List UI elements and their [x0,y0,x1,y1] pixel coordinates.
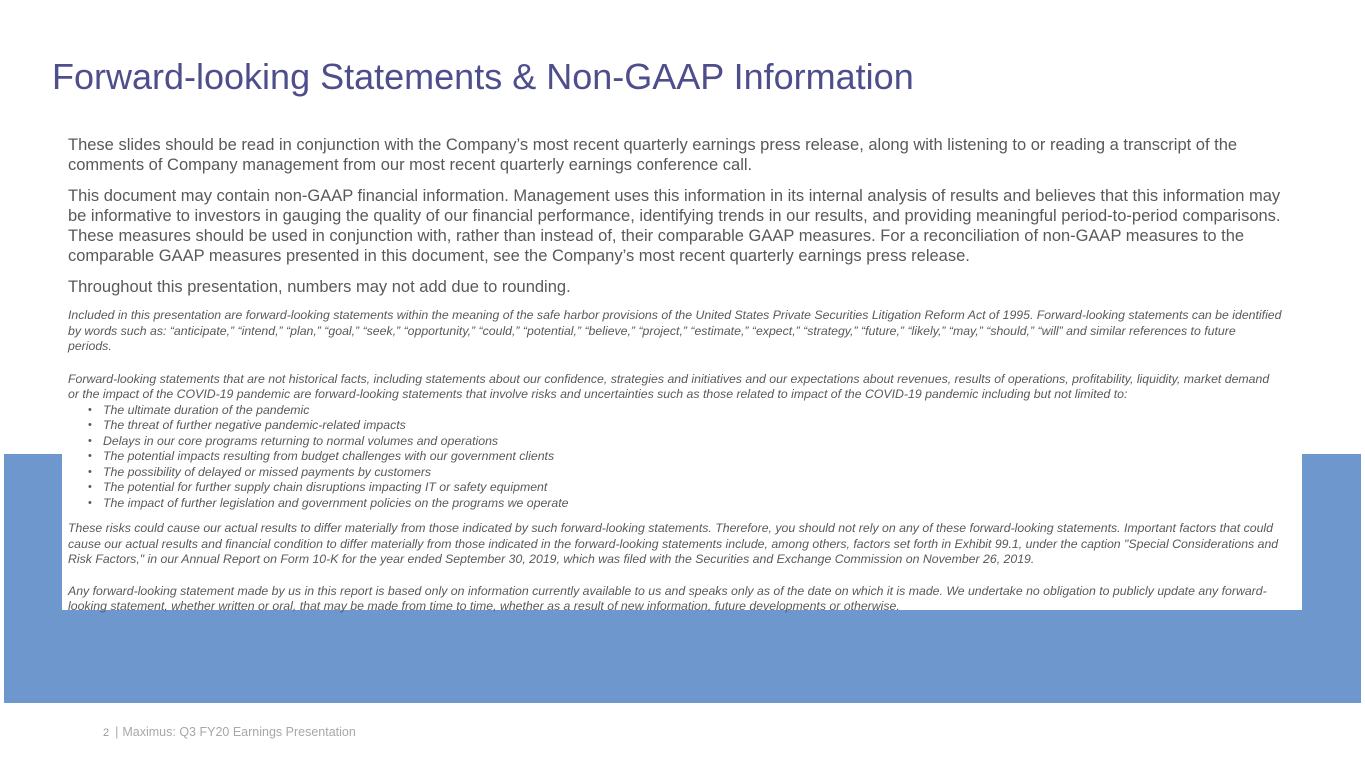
page-number: 2 [103,727,110,739]
risk-bullet-item: • The threat of further negative pandemic-related impacts [88,418,1282,434]
risk-bullet-item: • The possibility of delayed or missed payments by customers [88,465,1282,481]
disclaimer-paragraph-3: These risks could cause our actual results to differ materially from those indicated by such forward-looking statements. Therefore, you should not rely on any of these forward-looking statements. Important factors that could cause our actual results and financial condition to differ materially from those indicated in the forward-looking statements include, among others, factors set forth in Exhibit 99.1, under the caption "Special Considerations and Risk Factors," in our Annual Report on Form 10-K for the year ended September 30, 2019, which was filed with the Securities and Exchange Commission on November 26, 2019. [68,521,1279,566]
risk-bullet-list [68,403,1282,512]
slide-title: Forward-looking Statements & Non-GAAP Information [52,56,914,97]
body-paragraph-2: This document may contain non-GAAP financial information. Management uses this information in its internal analysis of results and believes that this information may be informative to investors in gauging the quality of our financial performance, identifying trends in our results, and providing meaningful period-to-period comparisons. These measures should be used in conjunction with, rather than instead of, their comparable GAAP measures. For a reconciliation of non-GAAP measures to the comparable GAAP measures presented in this document, see the Company’s most recent quarterly earnings press release. [68,187,1281,265]
body-block [68,135,1282,615]
footer-title: Maximus: Q3 FY20 Earnings Presentation [122,725,356,739]
risk-bullet-item: • The ultimate duration of the pandemic [88,403,1282,419]
risk-bullet-item: • The potential impacts resulting from budget challenges with our government clients [88,449,1282,465]
slide-content [52,55,1297,615]
body-paragraph-3: Throughout this presentation, numbers may not add due to rounding. [68,278,571,296]
risk-bullet-item: • The potential for further supply chain disruptions impacting IT or safety equipment [88,480,1282,496]
footer-separator: | [115,725,119,739]
risk-bullet-item: • Delays in our core programs returning to normal volumes and operations [88,434,1282,450]
disclaimer-paragraph-2: Forward-looking statements that are not historical facts, including statements about our confidence, strategies and initiatives and our expectations about revenues, results of operations, profitability, liquidity, market demand or the impact of the COVID-19 pandemic are forward-looking statements that involve risks and uncertainties such as those related to impact of the COVID-19 pandemic including but not limited to: [68,371,1270,401]
disclaimer-paragraph-1: Included in this presentation are forward-looking statements within the meaning of the safe harbor provisions of the United States Private Securities Litigation Reform Act of 1995. Forward-looking statements can be identified by words such as: “anticipate,” “intend,” “plan,” “goal,” “seek,” “opportunity,” “could,” “potential,” “believe,” “project,” “estimate,” “expect,” “strategy,” “future,” “likely,” “may,” “should,” “will” and similar references to future periods. [68,308,1282,353]
risk-bullet-item: • The impact of further legislation and government policies on the programs we operate [88,496,1282,512]
slide-footer [103,725,356,741]
body-paragraph-1: These slides should be read in conjunction with the Company’s most recent quarterly earnings press release, along with listening to or reading a transcript of the comments of Company management from our most recent quarterly earnings conference call. [68,136,1238,174]
disclaimer-paragraph-4: Any forward-looking statement made by us in this report is based only on information currently available to us and speaks only as of the date on which it is made. We undertake no obligation to publicly update any forward-looking statement, whether written or oral, that may be made from time to time, whether as a result of new information, future developments or otherwise. [68,583,1267,613]
